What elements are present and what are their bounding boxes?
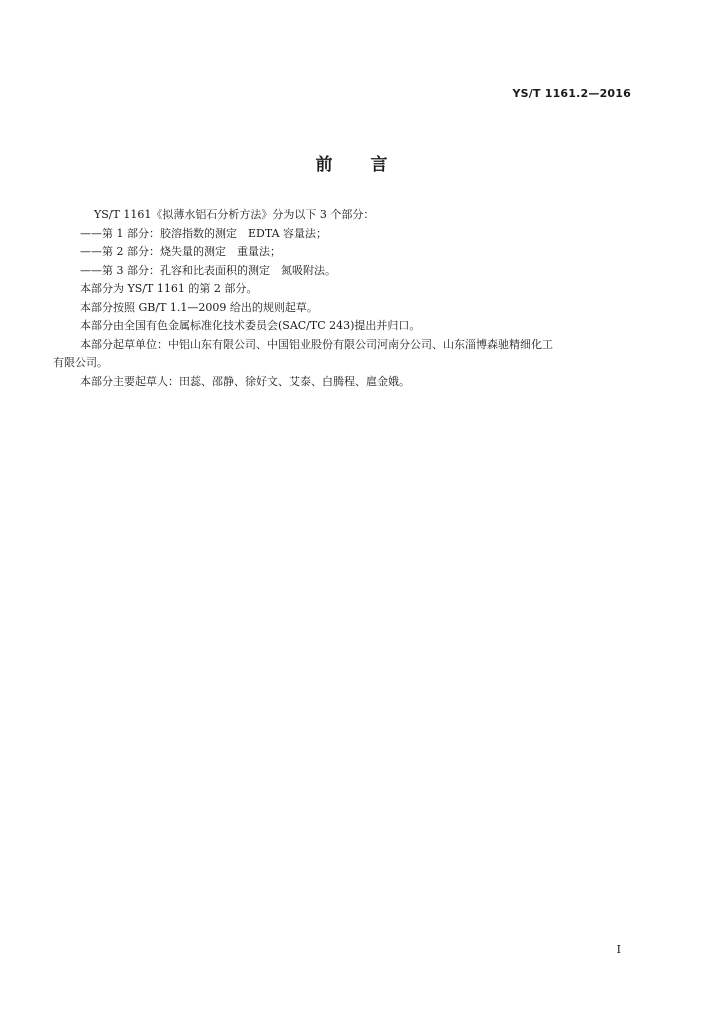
paragraph-drafting-units-continued: 有限公司。 [53,356,108,369]
paragraph-part-statement: 本部分为 YS/T 1161 的第 2 部分。 [80,282,258,295]
paragraph-committee: 本部分由全国有色金属标准化技术委员会(SAC/TC 243)提出并归口。 [80,319,421,332]
paragraph-intro: YS/T 1161《拟薄水铝石分析方法》分为以下 3 个部分： [94,208,375,221]
page-number: I [616,943,621,956]
paragraph-drafting-units: 本部分起草单位：中铝山东有限公司、中国铝业股份有限公司河南分公司、山东淄博森驰精细化工 [80,337,553,351]
list-item-part-2: ——第 2 部分：烧失量的测定 重量法； [80,245,281,258]
list-item-part-3: ——第 3 部分：孔容和比表面积的测定 氮吸附法。 [80,263,336,277]
foreword-body [53,206,630,391]
list-item-part-1: ——第 1 部分：胶溶指数的测定 EDTA 容量法； [80,226,328,240]
paragraph-drafters: 本部分主要起草人：田蕊、邵静、徐好文、艾泰、白腾程、扈金娥。 [80,374,410,388]
standard-code: YS/T 1161.2—2016 [512,87,631,100]
page-title: 前言 [315,155,426,175]
paragraph-drafting-rules: 本部分按照 GB/T 1.1—2009 给出的规则起草。 [80,300,318,314]
